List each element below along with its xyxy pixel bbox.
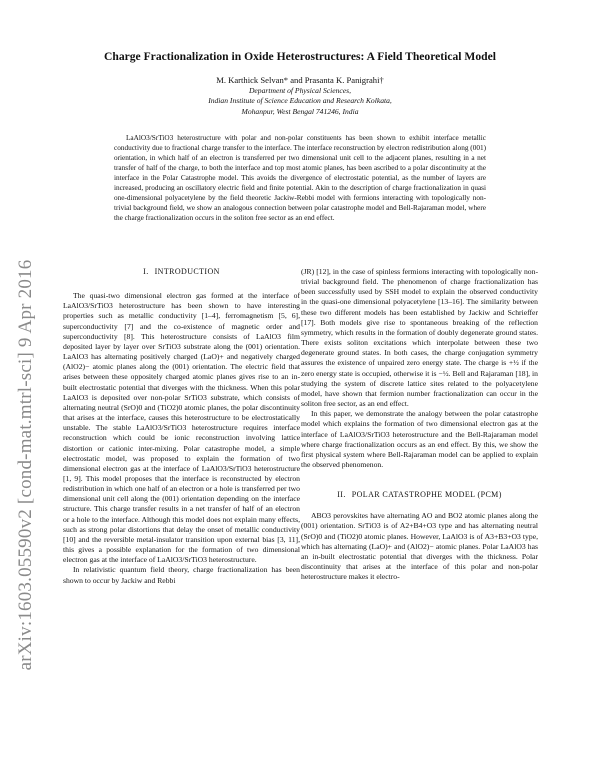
affiliation	[40, 86, 560, 117]
abstract: LaAlO3/SrTiO3 heterostructure with polar and non-polar constituents has been shown to exhibit interface metallic conductivity due to fractional charge transfer to the interface. The interface reconstruction by electron redistribution along (001) orientation, in which half of an electron is transferred per two dimensional unit cell to the adjacent planes, resulting in a net transfer of half of the charge, to both the interface and top most atomic planes, has been ascribed to a polar discontinuity at the interface in the Polar Catastrophe model. This avoids the divergence of electrostatic potential, as the number of layers are increased, producing an oscillatory electric field and finite potential. Akin to the description of charge fractionalization in quasi one-dimensional polyacetylene by the field theoretic Jackiw-Rebbi model with fermions interacting with topologically non-trivial background field, we show an analogous connection between polar catastrophe model and Bell-Rajaraman model, where the charge fractionalization occurs in the soliton free sector as an end effect.	[114, 134, 486, 223]
affiliation-department: Department of Physical Sciences,	[248, 86, 352, 95]
intro-paragraph-4: In this paper, we demonstrate the analogy between the polar catastrophe model which explains the formation of two dimensional electron gas at the interface of LaAlO3/SrTiO3 heterostructure and the Bell-Rajaraman model where charge fractionalization occurs as an end effect. By this, we show the first physical system where Bell-Rajaraman model can be applied to explain the observed phenomenon.	[301, 409, 538, 469]
affiliation-institute: Indian Institute of Science Education and Research Kolkata,	[208, 96, 392, 106]
section-heading-introduction	[63, 267, 300, 277]
authors: M. Karthick Selvan* and Prasanta K. Panigrahi†	[216, 75, 384, 85]
left-column	[63, 267, 300, 586]
arxiv-stamp-text: arXiv:1603.05590v2 [cond-mat.mtrl-sci] 9 Apr 2016	[15, 259, 36, 671]
paper-title: Charge Fractionalization in Oxide Heterostructures: A Field Theoretical Model	[104, 50, 496, 63]
section-title: INTRODUCTION	[154, 267, 220, 276]
affiliation-location: Mohanpur, West Bengal 741246, India	[241, 106, 359, 116]
section-heading-pcm	[301, 490, 538, 500]
intro-paragraph-1: The quasi-two dimensional electron gas formed at the interface of LaAlO3/SrTiO3 heterostructure has been shown to have interesting properties such as metallic conductivity [1–4], ferromagnetism [5, 6], superconductivity [7] and the co-existence of magnetic order and superconductivity [8]. This heterostructure consists of LaAlO3 film deposited layer by layer over SrTiO3 substrate along the (001) orientation. LaAlO3 has alternating positively charged (LaO)+ and negatively charged (AlO2)− atomic planes along the (001) orientation. The electric field that arises between these oppositely charged atomic planes gives rise to an in-built electrostatic potential that diverges with the thickness. When this polar LaAlO3 is deposited over non-polar SrTiO3 substrate, which consists of alternating neutral (SrO)0 and (TiO2)0 atomic planes, the polar discontinuity that arises at the interface, causes this heterostructure to be electrostatically unstable. The stable LaAlO3/SrTiO3 heterostructure requires interface reconstruction which could be ionic reconstruction involving lattice distortion or cationic inter-mixing. Polar catastrophe model, a simple electrostatic model, was proposed to explain the formation of two dimensional electron gas at the interface of LaAlO3/SrTiO3 heterostructure [1, 9]. This model proposes that the interface is reconstructed by electron redistribution in which one half of an electron or a hole is transferred per two dimensional unit cell along the (001) orientation depending on the interface structure. This charge transfer results in a net transfer of half of an electron or a hole to the interface. Although this model does not explain many effects, such as strong polar distortions that delay the onset of metallic conductivity [10] and the reversible metal-insulator transition upon external bias [3, 11], this gives a possible explanation for the formation of two dimensional electron gas at the interface of LaAlO3/SrTiO3 heterostructure.	[63, 291, 300, 565]
right-column	[301, 267, 538, 582]
intro-paragraph-2: In relativistic quantum field theory, charge fractionalization has been shown to occur by Jackiw and Rebbi	[63, 565, 300, 585]
section-title: POLAR CATASTROPHE MODEL (PCM)	[351, 490, 502, 500]
intro-paragraph-3: (JR) [12], in the case of spinless fermions interacting with topologically non-trivial background field. The phenomenon of charge fractionalization has been successfully used by SSH model to explain the observed conductivity in the quasi-one dimensional polyacetylene [13–16]. The similarity between these two different models has been established by Jackiw and Schrieffer [17]. Both models give rise to spontaneous breaking of the reflection symmetry, which results in the formation of doubly degenerate ground states. There exists soliton excitations which interpolate between these two degenerate ground states. In both cases, the charge conjugation symmetry assures the existence of unpaired zero energy state. The charge is +½ if the zero energy state is occupied, otherwise it is −½. Bell and Rajaraman [18], in studying the system of discrete lattice sites related to the polyacetylene model, have shown that fermion number fractionalization can occur in the soliton free sector, as an end effect.	[301, 267, 538, 409]
section-number: I.	[143, 267, 149, 276]
pcm-paragraph-1: ABO3 perovskites have alternating AO and BO2 atomic planes along the (001) orientation. SrTiO3 is of A2+B4+O3 type and has alternating neutral (SrO)0 and (TiO2)0 atomic planes. However, LaAlO3 is of A3+B3+O3 type, which has alternating (LaO)+ and (AlO2)− atomic planes. Polar LaAlO3 has an in-built electrostatic potential that diverges with the thickness. Polar discontinuity that arises at the interface of this polar and non-polar heterostructure makes it electro-	[301, 511, 538, 582]
arxiv-stamp	[6, 250, 46, 680]
section-number: II.	[337, 490, 346, 500]
